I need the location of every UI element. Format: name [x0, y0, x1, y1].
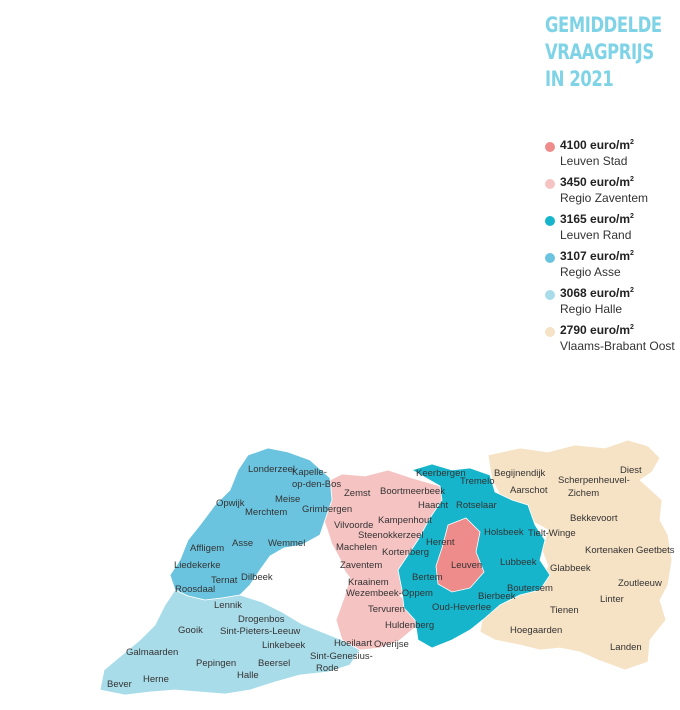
legend-label: Regio Halle: [560, 302, 623, 316]
town-gooik: Gooik: [178, 625, 203, 636]
town-beersel: Beersel: [258, 658, 291, 669]
town-leuven: Leuven: [451, 560, 483, 571]
town-diest: Diest: [620, 465, 642, 476]
town-bekkevoort: Bekkevoort: [570, 513, 618, 524]
town-steenokkerzeel: Steenokkerzeel: [358, 530, 424, 541]
town-holsbeek: Holsbeek: [484, 527, 524, 538]
town-bever: Bever: [107, 679, 132, 690]
town-asse: Asse: [232, 538, 254, 549]
town-halle: Halle: [237, 670, 259, 681]
town-linkebeek: Linkebeek: [262, 640, 306, 651]
legend-value: 3107 euro/m: [560, 249, 631, 263]
town-machelen: Machelen: [336, 542, 378, 553]
town-galmaarden: Galmaarden: [126, 647, 179, 658]
town-zoutleeuw: Zoutleeuw: [618, 578, 662, 589]
legend-label: Regio Asse: [560, 265, 621, 279]
legend-sup: 2: [630, 250, 634, 257]
town-bierbeek: Bierbeek: [478, 591, 516, 602]
town-londerzeel: Londerzeel: [248, 464, 296, 475]
town-landen: Landen: [610, 642, 642, 653]
town-lennik: Lennik: [214, 600, 242, 611]
town-geetbets: Geetbets: [636, 545, 675, 556]
town-zaventem: Zaventem: [340, 560, 383, 571]
town-hoeilaart: Hoeilaart: [334, 638, 373, 649]
legend-label: Leuven Stad: [560, 154, 628, 168]
legend-label: Leuven Rand: [560, 228, 632, 242]
legend-label: Regio Zaventem: [560, 191, 649, 205]
town-begijnendijk: Begijnendijk: [494, 468, 546, 479]
town-tremelo: Tremelo: [460, 476, 495, 487]
town-kapelle-1: Kapelle-: [292, 467, 327, 478]
town-vilvoorde: Vilvoorde: [334, 520, 374, 531]
town-affligem: Affligem: [190, 543, 225, 554]
legend-value: 2790 euro/m: [560, 323, 631, 337]
title-line-1: GEMIDDELDE: [545, 13, 662, 37]
town-linter: Linter: [600, 594, 624, 605]
town-tervuren: Tervuren: [368, 604, 405, 615]
town-tienen: Tienen: [550, 605, 579, 616]
town-zemst: Zemst: [344, 488, 371, 499]
legend-sup: 2: [630, 139, 634, 146]
town-sint-genesius-2: Rode: [316, 663, 339, 674]
town-keerbergen: Keerbergen: [416, 468, 466, 479]
town-kampenhout: Kampenhout: [378, 515, 432, 526]
town-rotselaar: Rotselaar: [456, 500, 497, 511]
town-drogenbos: Drogenbos: [238, 614, 285, 625]
legend-sup: 2: [630, 324, 634, 331]
town-roosdaal: Roosdaal: [175, 584, 216, 595]
town-grimbergen: Grimbergen: [302, 504, 353, 515]
town-bertem: Bertem: [412, 572, 443, 583]
town-kapelle-2: op-den-Bos: [292, 479, 342, 490]
legend-sup: 2: [630, 176, 634, 183]
title-line-3: IN 2021: [545, 67, 614, 91]
title-line-2: VRAAGPRIJS: [545, 40, 654, 64]
town-herent: Herent: [426, 537, 455, 548]
town-liedekerke: Liedekerke: [174, 560, 221, 571]
town-boortmeerbeek: Boortmeerbeek: [380, 486, 445, 497]
town-kraainem: Kraainem: [348, 577, 389, 588]
town-scherpenheuvel-2: Zichem: [568, 488, 600, 499]
town-lubbeek: Lubbeek: [500, 557, 537, 568]
town-meise: Meise: [275, 494, 301, 505]
town-herne: Herne: [143, 674, 169, 685]
legend-sup: 2: [630, 287, 634, 294]
town-hoegaarden: Hoegaarden: [510, 625, 563, 636]
town-merchtem: Merchtem: [245, 507, 288, 518]
town-aarschot: Aarschot: [510, 485, 548, 496]
town-tielt-winge: Tielt-Winge: [528, 528, 576, 539]
town-boutersem: Boutersem: [507, 583, 553, 594]
town-dilbeek: Dilbeek: [241, 572, 273, 583]
town-ternat: Ternat: [211, 575, 238, 586]
legend-label: Vlaams-Brabant Oost: [560, 339, 675, 353]
town-sint-pieters-leeuw: Sint-Pieters-Leeuw: [220, 626, 301, 637]
town-wemmel: Wemmel: [268, 538, 306, 549]
town-kortenaken: Kortenaken: [585, 545, 634, 556]
town-glabbeek: Glabbeek: [550, 563, 591, 574]
legend-value: 3450 euro/m: [560, 175, 631, 189]
legend-value: 4100 euro/m: [560, 138, 631, 152]
town-wezembeek-oppem: Wezembeek-Oppem: [346, 588, 433, 599]
legend-value: 3165 euro/m: [560, 212, 631, 226]
legend-sup: 2: [630, 213, 634, 220]
town-overijse: Overijse: [374, 639, 409, 650]
town-oud-heverlee: Oud-Heverlee: [432, 602, 492, 613]
legend-value: 3068 euro/m: [560, 286, 631, 300]
town-pepingen: Pepingen: [196, 658, 237, 669]
town-scherpenheuvel-1: Scherpenheuvel-: [558, 475, 630, 486]
town-haacht: Haacht: [418, 500, 449, 511]
town-huldenberg: Huldenberg: [385, 620, 435, 631]
town-opwijk: Opwijk: [216, 498, 245, 509]
town-kortenberg: Kortenberg: [382, 547, 430, 558]
town-sint-genesius-1: Sint-Genesius-: [310, 651, 373, 662]
